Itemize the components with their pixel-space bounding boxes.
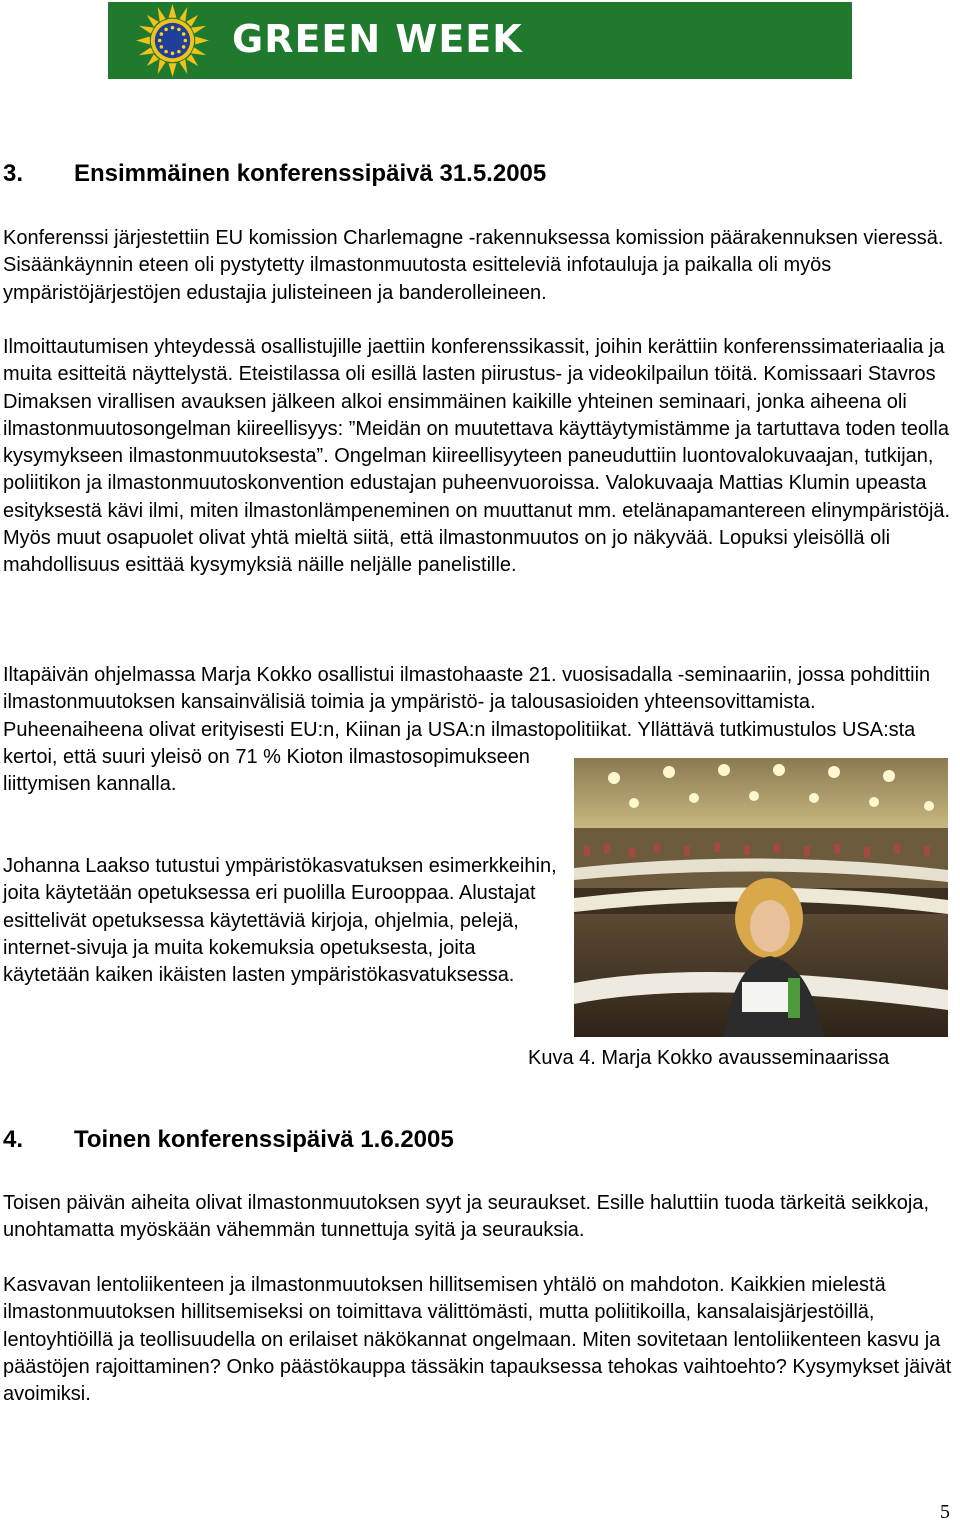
green-week-banner	[108, 2, 852, 79]
banner-wordmark: GREEN WEEK	[232, 17, 523, 61]
section-3-paragraph-2: Ilmoittautumisen yhteydessä osallistujille jaettiin konferenssikassit, joihin kerättiin konferenssimateriaalia ja muita esitteitä näyttelystä. Eteistilassa oli esillä lasten piirustus- ja videokilpailun töitä. Komissaari Stavros Dimaksen virallisen avauksen jälkeen alkoi ensimmäinen kaikille yhteinen seminaari, jonka aiheena oli ilmastonmuutosongelman kiireellisyys: ”Meidän on muutettava käyttäytymistämme ja tartuttava toden teolla kysymykseen ilmastonmuutoksesta”. Ongelman kiireellisyyteen paneuduttiin luontovalokuvaajan, tutkijan, poliitikon ja ilmastonmuutoskonvention edustajan puheenvuoroissa. Valokuvaaja Mattias Klumin upeasta esityksestä kävi ilmi, miten ilmastonlämpeneminen on muuttanut mm. etelänapamantereen elinympäristöjä. Myös muut osapuolet olivat yhtä mieltä siitä, että ilmastonmuutos on jo näkyvää. Lopuksi yleisöllä oli mahdollisuus esittää kysymyksiä näille neljälle panelistille.	[3, 336, 951, 577]
section-3-paragraph-1: Konferenssi järjestettiin EU komission Charlemagne -rakennuksessa komission päärakennuksen vieressä. Sisäänkäynnin eteen oli pystytetty ilmastonmuutosta esitteleviä infotauluja ja paikalla oli myös ympäristöjärjestöjen edustajia julisteineen ja banderolleineen.	[3, 227, 944, 304]
section-4-title: Toinen konferenssipäivä 1.6.2005	[74, 1126, 454, 1153]
conference-photo	[574, 758, 948, 1037]
page-number: 5	[940, 1501, 950, 1523]
section-4-paragraph-1: Toisen päivän aiheita olivat ilmastonmuutoksen syyt ja seuraukset. Esille haluttiin tuoda tärkeitä seikkoja, unohtamatta myöskään vähemmän tunnettuja syitä ja seurauksia.	[3, 1192, 930, 1242]
section-3-paragraph-4: Johanna Laakso tutustui ympäristökasvatuksen esimerkkeihin, joita käytetään opetuksessa eri puolilla Eurooppaa. Alustajat esittelivät opetuksessa käytettäviä kirjoja, ohjelmia, pelejä, internet-sivuja ja muita kokemuksia opetuksesta, joita käytetään kaiken ikäisten lasten ympäristökasvatuksessa.	[3, 855, 557, 987]
section-4-number: 4.	[3, 1126, 24, 1153]
section-3-heading	[3, 159, 546, 189]
section-4-paragraph-2: Kasvavan lentoliikenteen ja ilmastonmuutoksen hillitsemisen yhtälö on mahdoton. Kaikkien mielestä ilmastonmuutoksen hillitsemiseksi on toimittava välittömästi, mutta poliitikoilla, kansalaisjärjestöillä, lentoyhtiöillä ja teollisuudella on erilaiset näkökannat ongelmaan. Miten sovitetaan lentoliikenteen kasvu ja päästöjen rajoittaminen? Onko päästökauppa tässäkin tapauksessa tehokas vaihtoehto? Kysymykset jäivät avoimiksi.	[3, 1274, 952, 1406]
section-3-title: Ensimmäinen konferenssipäivä 31.5.2005	[74, 160, 547, 187]
eu-stars-sun-logo	[136, 4, 209, 77]
photo-caption: Kuva 4. Marja Kokko avausseminaarissa	[528, 1047, 890, 1069]
conference-hall-image	[574, 758, 948, 1037]
section-3-number: 3.	[3, 160, 24, 187]
section-3-paragraph-3-text: Iltapäivän ohjelmassa Marja Kokko osallistui ilmastohaaste 21. vuosisadalla -seminaariin, jossa pohdittiin ilmastonmuutoksen kansainvälisiä toimia ja ympäristö- ja talousasioiden yhteensovittamista. Puheenaiheena olivat erityisesti EU:n, Kiinan ja USA:n ilmastopolitiikat. Yllättävä tutkimustulos USA:sta kertoi, että suuri yleisö on 71 % Kioton ilmastosopimukseen liittymisen kannalla.	[3, 664, 931, 796]
section-4-heading	[3, 1125, 454, 1155]
